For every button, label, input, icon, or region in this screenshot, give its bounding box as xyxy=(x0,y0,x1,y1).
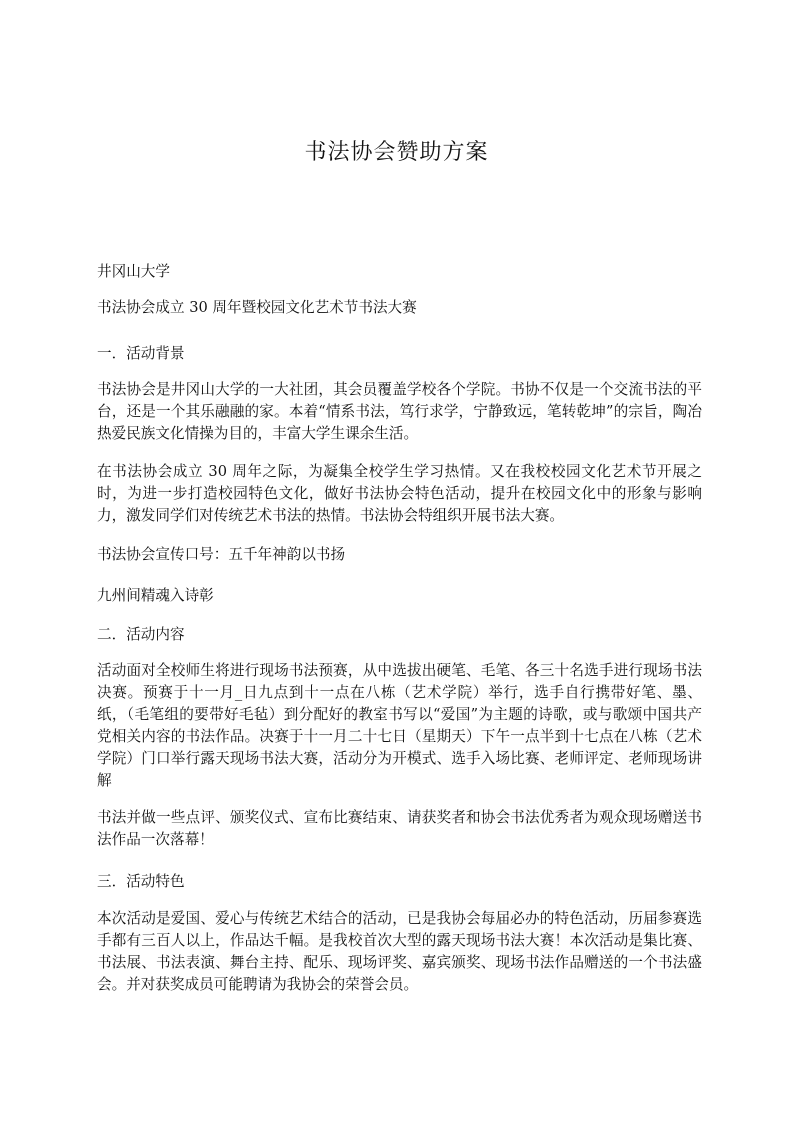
background-paragraph-2: 在书法协会成立 30 周年之际，为凝集全校学生学习热情。又在我校校园文化艺术节开展之时，为进一步打造校园特色文化，做好书法协会特色活动，提升在校园文化中的形象与影响力，激发同学们对传统艺术书法的热情。书法协会特组织开展书法大赛。 xyxy=(97,463,702,524)
slogan-line-2: 九州间精魂入诗彰 xyxy=(97,587,214,604)
section-heading-content: 二．活动内容 xyxy=(97,626,185,643)
event-name: 书法协会成立 30 周年暨校园文化艺术节书法大赛 xyxy=(97,299,417,316)
features-paragraph: 本次活动是爱国、爱心与传统艺术结合的活动，已是我协会每届必办的特色活动，历届参赛选手都有三百人以上，作品达千幅。是我校首次大型的露天现场书法大赛！本次活动是集比赛、书法展、书法表演、舞台主持、配乐、现场评奖、嘉宾颁奖、现场书法作品赠送的一个书法盛会。并对获奖成员可能聘请为我协会的荣誉会员。 xyxy=(97,910,702,993)
content-paragraph-2: 书法并做一些点评、颁奖仪式、宣布比赛结束、请获奖者和协会书法优秀者为观众现场赠送书法作品一次落幕！ xyxy=(97,809,702,848)
section-heading-background: 一．活动背景 xyxy=(97,345,185,362)
document-title: 书法协会赞助方案 xyxy=(304,140,489,165)
content-paragraph-1: 活动面对全校师生将进行现场书法预赛，从中选拔出硬笔、毛笔、各三十名选手进行现场书法决赛。预赛于十一月_日九点到十一点在八栋（艺术学院）举行，选手自行携带好笔、墨、纸，（毛笔组的要带好毛毡）到分配好的教室书写以“爱国”为主题的诗歌，或与歌颂中国共产党相关内容的书法作品。决赛于十一月二十七日（星期天）下午一点半到十七点在八栋（艺术学院）门口举行露天现场书法大赛，活动分为开模式、选手入场比赛、老师评定、老师现场讲解 xyxy=(97,662,702,789)
slogan-line-1: 书法协会宣传口号：五千年神韵以书扬 xyxy=(97,546,346,563)
section-heading-features: 三．活动特色 xyxy=(97,873,185,890)
university-name: 井冈山大学 xyxy=(97,263,170,280)
background-paragraph-1: 书法协会是井冈山大学的一大社团，其会员覆盖学校各个学院。书协不仅是一个交流书法的平台，还是一个其乐融融的家。本着“情系书法，笃行求学，宁静致远，笔转乾坤”的宗旨，陶冶热爱民族文化情操为目的，丰富大学生课余生活。 xyxy=(97,381,702,442)
